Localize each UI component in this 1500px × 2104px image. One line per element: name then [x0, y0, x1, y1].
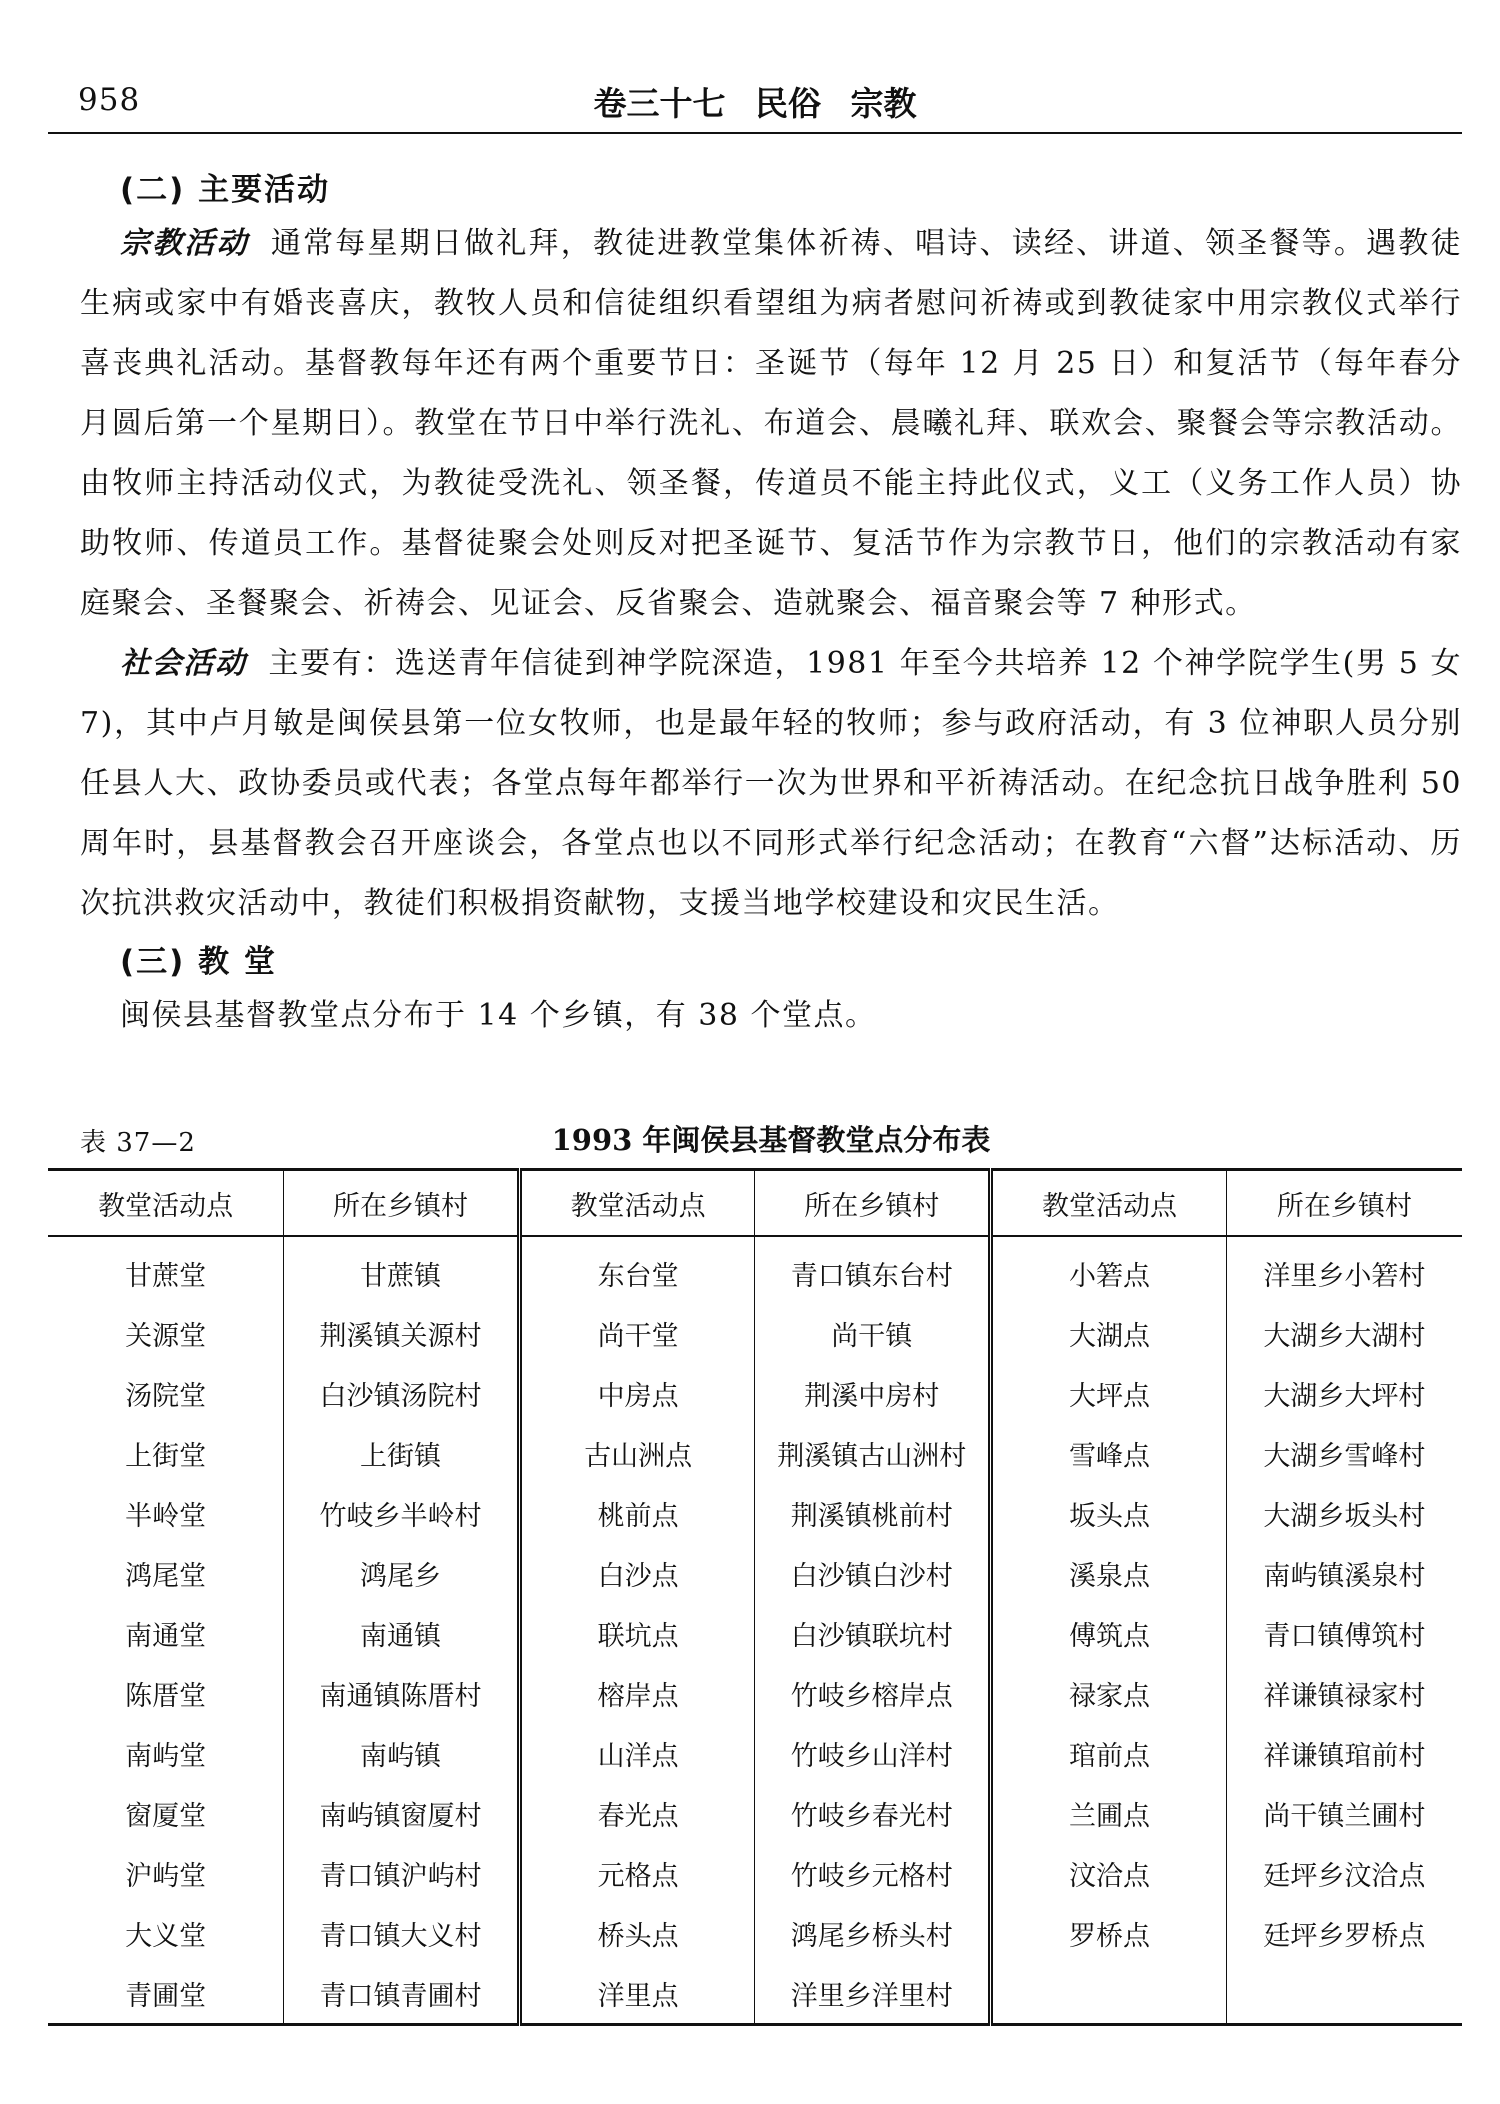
table-row: [48, 1543, 1462, 1603]
table-cell: 青口镇傅筑村: [1263, 1620, 1426, 1652]
table-cell: 鸿尾堂: [48, 1543, 284, 1603]
table-cell: 陈厝堂: [48, 1663, 284, 1723]
table-cell: 桃前点: [519, 1483, 755, 1543]
table-row: [48, 1663, 1462, 1723]
paragraph-religious-activities: [80, 214, 1462, 634]
table-cell: 鸿尾乡: [284, 1543, 520, 1603]
table-cell: [991, 1963, 1227, 2025]
table-cell: 南通镇陈厝村: [284, 1663, 520, 1723]
table-cell: 元格点: [519, 1843, 755, 1903]
table-cell: 青口镇大义村: [284, 1903, 520, 1963]
table-header-row: [48, 1170, 1462, 1237]
table-row: [48, 1483, 1462, 1543]
table-cell: 南通堂: [48, 1603, 284, 1663]
section-heading-activities: (二) 主要活动: [120, 172, 331, 208]
table-cell: 大湖乡大湖村: [1263, 1320, 1426, 1352]
table-cell: 山洋点: [519, 1723, 755, 1783]
table-cell: 白沙镇汤院村: [284, 1363, 520, 1423]
table-cell: 南通镇: [284, 1603, 520, 1663]
table-cell: 傅筑点: [991, 1603, 1227, 1663]
table-cell: 汶洽点: [991, 1843, 1227, 1903]
table-cell: 白沙点: [519, 1543, 755, 1603]
church-distribution-table: [48, 1168, 1462, 2026]
page-header: [48, 76, 1462, 132]
table-cell: 青口镇东台村: [755, 1236, 991, 1303]
body-text: [80, 160, 1462, 1046]
table-number: 表 37—2: [80, 1128, 196, 1158]
table-cell: 大湖乡坂头村: [1263, 1500, 1426, 1532]
table-row: [48, 1423, 1462, 1483]
table-cell: 大义堂: [48, 1903, 284, 1963]
table-cell: 南屿堂: [48, 1723, 284, 1783]
table-cell: 中房点: [519, 1363, 755, 1423]
paragraph-church: 闽侯县基督教堂点分布于 14 个乡镇，有 38 个堂点。: [120, 998, 877, 1033]
table-row: [48, 1783, 1462, 1843]
table-cell: 琯前点: [991, 1723, 1227, 1783]
table-cell: 竹岐乡元格村: [755, 1843, 991, 1903]
table-cell: 关源堂: [48, 1303, 284, 1363]
column-header: 所在乡镇村: [284, 1170, 520, 1237]
column-header: 所在乡镇村: [1226, 1170, 1462, 1237]
table-cell: 小箬点: [991, 1236, 1227, 1303]
table-cell: 溪泉点: [991, 1543, 1227, 1603]
table-cell: 尚干镇: [755, 1303, 991, 1363]
table-cell: 兰圃点: [991, 1783, 1227, 1843]
table-cell: 古山洲点: [519, 1423, 755, 1483]
table-cell: 荆溪镇桃前村: [755, 1483, 991, 1543]
table-cell: 廷坪乡罗桥点: [1263, 1920, 1426, 1952]
table-cell: 大湖乡大坪村: [1263, 1380, 1426, 1412]
section-heading-church: (三) 教 堂: [120, 944, 277, 980]
table-row: [48, 1236, 1462, 1303]
table-cell: 沪屿堂: [48, 1843, 284, 1903]
table-cell: 榕岸点: [519, 1663, 755, 1723]
table-cell: 坂头点: [991, 1483, 1227, 1543]
table-cell: 荆溪镇关源村: [284, 1303, 520, 1363]
table-cell: 禄家点: [991, 1663, 1227, 1723]
table-cell: 祥谦镇禄家村: [1263, 1680, 1426, 1712]
table-row: [48, 1723, 1462, 1783]
table-cell: 桥头点: [519, 1903, 755, 1963]
table-row: [48, 1843, 1462, 1903]
table-cell: 荆溪镇古山洲村: [755, 1423, 991, 1483]
header-rule: [48, 132, 1462, 134]
table-cell: 大湖乡雪峰村: [1263, 1440, 1426, 1472]
table-cell: 竹岐乡山洋村: [755, 1723, 991, 1783]
running-title: 卷三十七 民俗 宗教: [593, 84, 917, 123]
table-cell: 青口镇沪屿村: [284, 1843, 520, 1903]
table-cell: 半岭堂: [48, 1483, 284, 1543]
table-cell: 汤院堂: [48, 1363, 284, 1423]
column-header: 教堂活动点: [991, 1170, 1227, 1237]
table-row: [48, 1963, 1462, 2025]
table-cell: 雪峰点: [991, 1423, 1227, 1483]
table-cell: 春光点: [519, 1783, 755, 1843]
table-cell: 白沙镇联坑村: [755, 1603, 991, 1663]
table-cell: 洋里乡小箬村: [1263, 1260, 1426, 1292]
run-in-label-social: 社会活动: [120, 646, 247, 681]
table-cell: 南屿镇溪泉村: [1263, 1560, 1426, 1592]
table-cell: 祥谦镇琯前村: [1263, 1740, 1426, 1772]
table-cell: 上街镇: [284, 1423, 520, 1483]
table: [48, 1168, 1462, 2026]
table-cell: 鸿尾乡桥头村: [755, 1903, 991, 1963]
table-cell: 大坪点: [991, 1363, 1227, 1423]
table-row: [48, 1303, 1462, 1363]
table-cell: 青圃堂: [48, 1963, 284, 2025]
page-number: 958: [78, 82, 141, 118]
paragraph-religious-text: 通常每星期日做礼拜，教徒进教堂集体祈祷、唱诗、读经、讲道、领圣餐等。遇教徒生病或家中有婚丧喜庆，教牧人员和信徒组织看望组为病者慰问祈祷或到教徒家中用宗教仪式举行喜丧典礼活动。基督教每年还有两个重要节日：圣诞节（每年 12 月 25 日）和复活节（每年春分月圆后第一个星期日）。教堂在节日中举行洗礼、布道会、晨曦礼拜、联欢会、聚餐会等宗教活动。由牧师主持活动仪式，为教徒受洗礼、领圣餐，传道员不能主持此仪式，义工（义务工作人员）协助牧师、传道员工作。基督徒聚会处则反对把圣诞节、复活节作为宗教节日，他们的宗教活动有家庭聚会、圣餐聚会、祈祷会、见证会、反省聚会、造就聚会、福音聚会等 7 种形式。: [80, 226, 1463, 621]
table-cell: 东台堂: [519, 1236, 755, 1303]
table-row: [48, 1603, 1462, 1663]
column-header: 所在乡镇村: [755, 1170, 991, 1237]
table-caption: [80, 1118, 1462, 1158]
table-cell: 竹岐乡半岭村: [284, 1483, 520, 1543]
table-cell: 罗桥点: [991, 1903, 1227, 1963]
table-cell: 洋里乡洋里村: [755, 1963, 991, 2025]
table-cell: 荆溪中房村: [755, 1363, 991, 1423]
table-cell: 洋里点: [519, 1963, 755, 2025]
table-row: [48, 1903, 1462, 1963]
table-title: 1993 年闽侯县基督教堂点分布表: [551, 1123, 991, 1157]
table-cell: 白沙镇白沙村: [755, 1543, 991, 1603]
table-cell: 甘蔗镇: [284, 1236, 520, 1303]
table-cell: 尚干堂: [519, 1303, 755, 1363]
table-cell: 南屿镇: [284, 1723, 520, 1783]
table-cell: 尚干镇兰圃村: [1263, 1800, 1426, 1832]
paragraph-social-text: 主要有：选送青年信徒到神学院深造，1981 年至今共培养 12 个神学院学生(男 5 女 7)，其中卢月敏是闽侯县第一位女牧师，也是最年轻的牧师；参与政府活动，有 3 位神职人员分别任县人大、政协委员或代表；各堂点每年都举行一次为世界和平祈祷活动。在纪念抗日战争胜利 50 周年时，县基督教会召开座谈会，各堂点也以不同形式举行纪念活动；在教育“六督”达标活动、历次抗洪救灾活动中，教徒们积极捐资献物，支援当地学校建设和灾民生活。: [80, 646, 1462, 921]
table-cell: 竹岐乡榕岸点: [755, 1663, 991, 1723]
table-cell: 上街堂: [48, 1423, 284, 1483]
table-cell: 廷坪乡汶洽点: [1263, 1860, 1426, 1892]
table-cell: 南屿镇窗厦村: [284, 1783, 520, 1843]
table-row: [48, 1363, 1462, 1423]
table-cell: 联坑点: [519, 1603, 755, 1663]
table-cell: 竹岐乡春光村: [755, 1783, 991, 1843]
paragraph-social-activities: [80, 634, 1462, 934]
table-body: [48, 1236, 1462, 2025]
table-cell: 窗厦堂: [48, 1783, 284, 1843]
table-cell: 青口镇青圃村: [284, 1963, 520, 2025]
column-header: 教堂活动点: [519, 1170, 755, 1237]
table-cell: 甘蔗堂: [48, 1236, 284, 1303]
table-cell: [1226, 1963, 1462, 2025]
column-header: 教堂活动点: [48, 1170, 284, 1237]
run-in-label-religious: 宗教活动: [120, 226, 249, 261]
table-cell: 大湖点: [991, 1303, 1227, 1363]
